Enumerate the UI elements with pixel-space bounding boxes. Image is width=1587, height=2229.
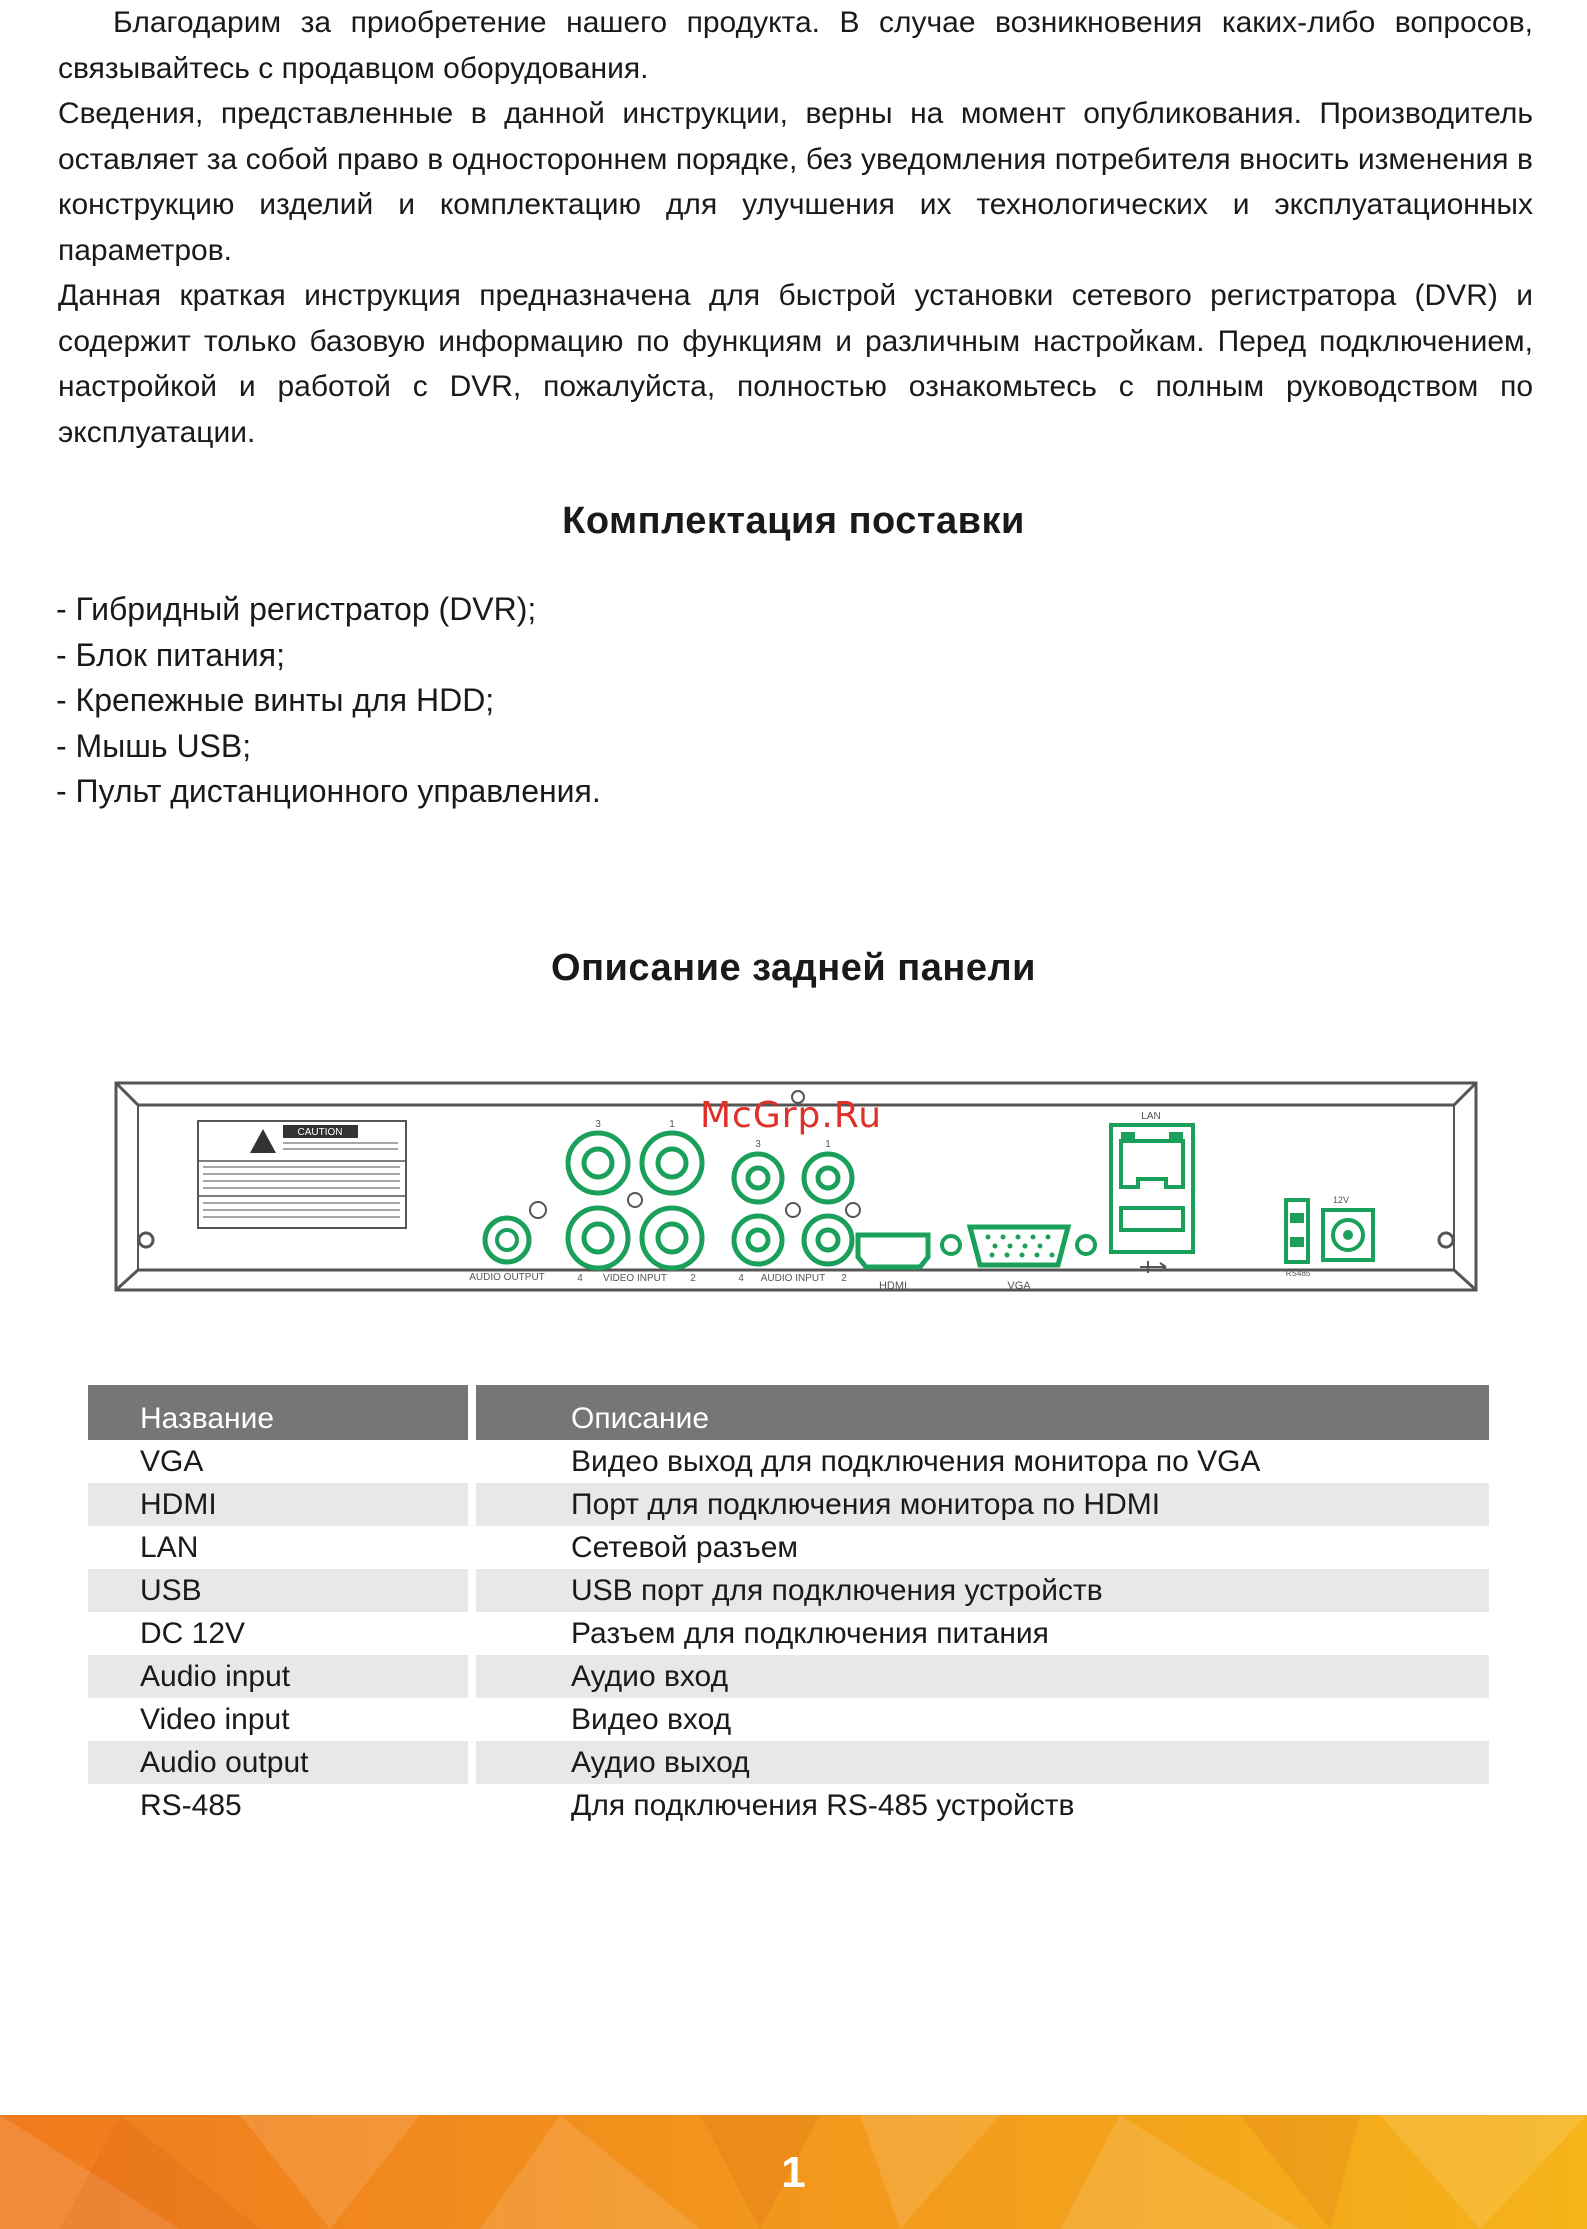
- row-description: Для подключения RS-485 устройств: [571, 1788, 1075, 1822]
- table-header-name: Название: [88, 1385, 468, 1440]
- svg-text:LAN: LAN: [1141, 1111, 1161, 1122]
- table-row: [88, 1784, 1489, 1827]
- rear-panel-heading: Описание задней панели: [551, 947, 1036, 989]
- svg-text:RS485: RS485: [1285, 1269, 1311, 1278]
- row-name: Audio output: [88, 1741, 468, 1784]
- table-header-row: [88, 1385, 1489, 1440]
- kit-item: - Блок питания;: [56, 636, 285, 673]
- row-name: VGA: [140, 1444, 204, 1478]
- video-input-bnc: [568, 1133, 702, 1268]
- table-row: [88, 1526, 1489, 1569]
- audio-input-rca: [734, 1154, 852, 1264]
- row-name: HDMI: [88, 1483, 468, 1526]
- dc-12v-jack: [1323, 1195, 1373, 1260]
- table-row: [88, 1612, 1489, 1655]
- watermark: McGrp.Ru: [700, 1095, 883, 1136]
- svg-text:4: 4: [738, 1273, 744, 1284]
- rs485-terminal: [1286, 1200, 1311, 1278]
- table-header-description: Описание: [476, 1385, 1489, 1440]
- intro-text: [58, 0, 1533, 455]
- svg-text:2: 2: [690, 1273, 696, 1284]
- caution-text: CAUTION: [297, 1127, 343, 1138]
- table-row: [88, 1569, 1489, 1612]
- kit-list: [56, 587, 601, 815]
- kit-heading: Комплектация поставки: [562, 500, 1025, 542]
- spec-table: [80, 1385, 1497, 1827]
- row-name: Video input: [140, 1702, 290, 1736]
- table-row: [88, 1698, 1489, 1741]
- kit-item: - Крепежные винты для HDD;: [56, 682, 495, 718]
- svg-text:HDMI: HDMI: [878, 1280, 908, 1292]
- kit-item: - Мышь USB;: [56, 727, 252, 764]
- row-name: USB: [88, 1569, 468, 1612]
- kit-item: - Гибридный регистратор (DVR);: [56, 591, 537, 627]
- row-name: Audio input: [88, 1655, 468, 1698]
- row-description: Видео выход для подключения монитора по VGA: [571, 1444, 1261, 1478]
- table-row: [88, 1655, 1489, 1698]
- row-description: Порт для подключения монитора по HDMI: [476, 1483, 1489, 1526]
- svg-text:AUDIO OUTPUT: AUDIO OUTPUT: [469, 1272, 545, 1283]
- svg-text:VIDEO INPUT: VIDEO INPUT: [603, 1273, 667, 1284]
- page-number: 1: [781, 2148, 806, 2197]
- caution-label: [198, 1121, 406, 1228]
- row-description: Видео вход: [571, 1702, 732, 1736]
- table-row: [88, 1483, 1489, 1526]
- svg-text:2: 2: [841, 1273, 847, 1284]
- intro-paragraph-1: Благодарим за приобретение нашего продукта. В случае возникновения каких-либо вопросов, связывайтесь с продавцом оборудования.: [58, 6, 1533, 85]
- row-description: Аудио выход: [476, 1741, 1489, 1784]
- row-name: RS-485: [140, 1788, 242, 1822]
- svg-text:4: 4: [577, 1273, 583, 1284]
- svg-text:3: 3: [755, 1139, 761, 1150]
- row-description: Сетевой разъем: [571, 1530, 799, 1564]
- row-description: USB порт для подключения устройств: [476, 1569, 1489, 1612]
- table-row: [88, 1440, 1489, 1483]
- vga-port: [942, 1227, 1095, 1292]
- row-name: LAN: [140, 1530, 199, 1564]
- kit-item: - Пульт дистанционного управления.: [56, 773, 601, 809]
- intro-paragraph-3: Данная краткая инструкция предназначена для быстрой установки сетевого регистратора (DVR) и содержит только базовую информацию по функциям и различным настройкам. Перед подключением, настройкой и работой с DVR, пожалуйста, полностью ознакомьтесь с полным руководством по эксплуатации.: [58, 279, 1533, 449]
- svg-text:AUDIO INPUT: AUDIO INPUT: [760, 1273, 826, 1284]
- svg-text:VGA: VGA: [1007, 1280, 1031, 1292]
- svg-text:1: 1: [825, 1139, 831, 1150]
- row-name: DC 12V: [140, 1616, 246, 1650]
- hdmi-port: [858, 1235, 928, 1292]
- svg-text:1: 1: [669, 1119, 675, 1130]
- row-description: Аудио вход: [476, 1655, 1489, 1698]
- intro-paragraph-2: Сведения, представленные в данной инструкции, верны на момент опубликования. Производитель оставляет за собой право в одностороннем порядке, без уведомления потребителя вносить изменения в конструкцию изделий и комплектацию для улучшения их технологических и эксплуатационных параметров.: [58, 97, 1533, 267]
- row-description: Разъем для подключения питания: [571, 1616, 1049, 1650]
- table-row: [88, 1741, 1489, 1784]
- svg-text:12V: 12V: [1332, 1195, 1350, 1205]
- svg-text:3: 3: [595, 1119, 601, 1130]
